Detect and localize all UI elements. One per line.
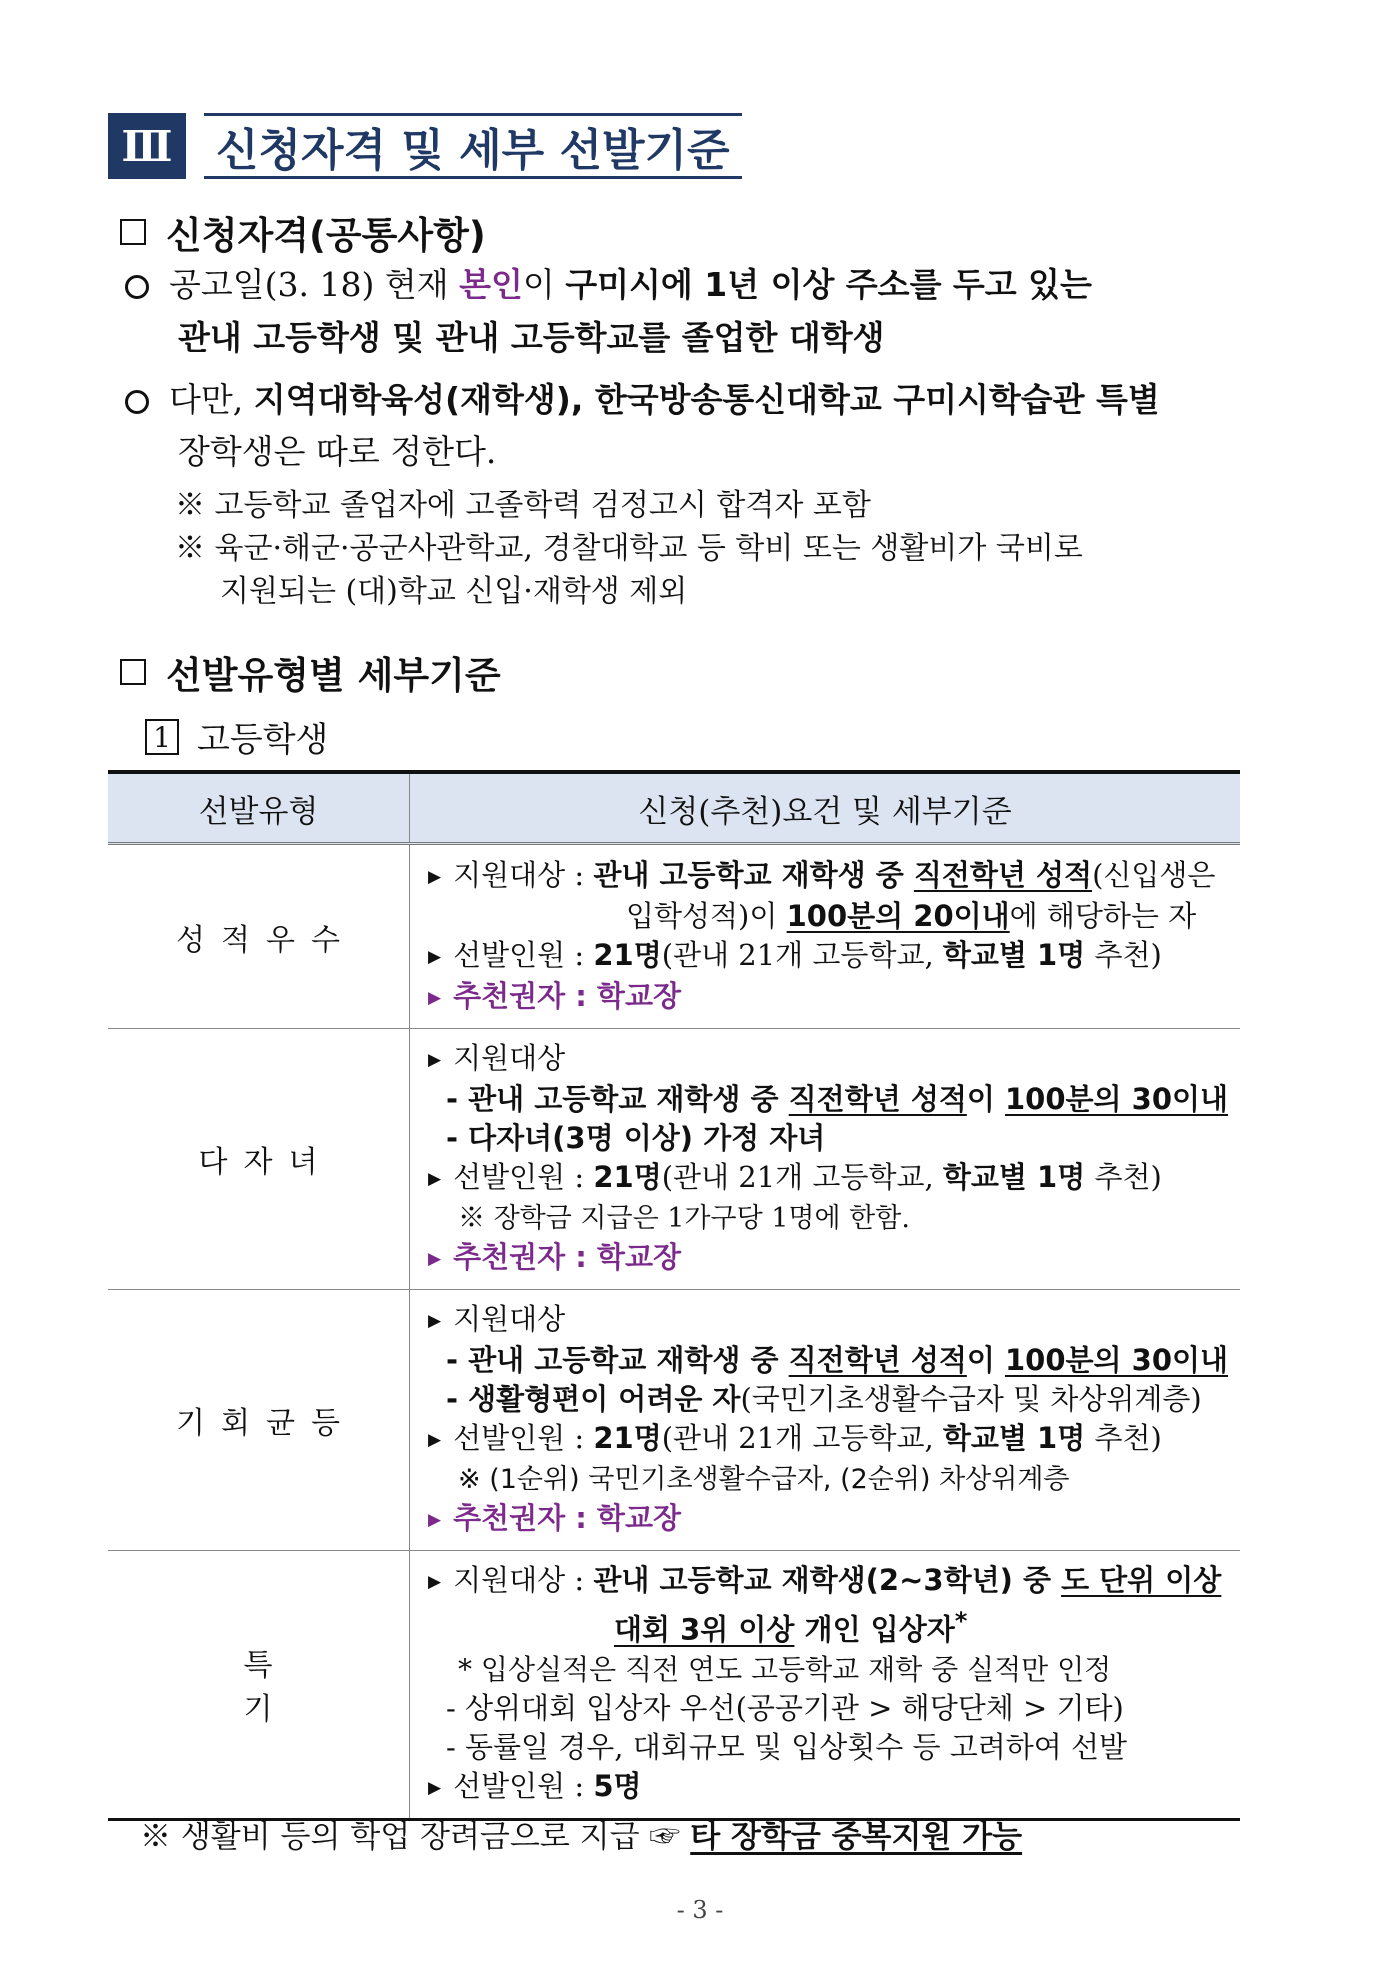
triangle-bullet-icon: ▶ — [428, 1777, 442, 1798]
section-title — [108, 113, 742, 179]
triangle-bullet-icon: ▶ — [428, 1249, 442, 1269]
page-number: - 3 - — [676, 1896, 724, 1924]
pointing-hand-icon: ☞ — [649, 1819, 681, 1855]
table-row-special — [108, 1551, 1240, 1820]
section-number-badge: Ⅲ — [108, 113, 186, 179]
triangle-bullet-icon: ▶ — [428, 1050, 442, 1070]
eligibility-note-2-line1: ※ 육군·해군·공군사관학교, 경찰대학교 등 학비 또는 생활비가 국비로 — [175, 531, 1083, 566]
eligibility-item-1-line2: 관내 고등학생 및 관내 고등학교를 졸업한 대학생 — [178, 318, 885, 357]
section-title-text: 신청자격 및 세부 선발기준 — [204, 113, 742, 179]
criteria-heading — [120, 645, 501, 699]
category-multi-child: 다자녀 — [108, 1029, 410, 1290]
column-header-criteria: 신청(추천)요건 및 세부기준 — [410, 772, 1241, 844]
table-row-equal-opportunity — [108, 1290, 1240, 1551]
criteria-multi-child: ▶ 지원대상 - 관내 고등학교 재학생 중 직전학년 성적이 100분의 30이내 - 다자녀(3명 이상) 가정 자녀 ▶ 선발인원 : 21명(관내 21개 고등학교, 학교별 1명 추천) ※ 장학금 지급은 1가구당 1명에 한함. ▶ 추천권자 : 학교장 — [410, 1029, 1241, 1290]
triangle-bullet-icon: ▶ — [428, 1169, 442, 1189]
triangle-bullet-icon: ▶ — [428, 1572, 442, 1592]
eligibility-item-1: 공고일(3. 18) 현재 본인이 구미시에 1년 이상 주소를 두고 있는 — [125, 265, 1092, 305]
triangle-bullet-icon: ▶ — [428, 866, 442, 887]
category-special: 특기 — [108, 1551, 410, 1820]
triangle-bullet-icon: ▶ — [428, 987, 442, 1008]
square-bullet-icon — [120, 219, 146, 245]
circle-bullet-icon — [125, 390, 149, 414]
criteria-table — [108, 770, 1240, 1821]
sub-heading-label: 고등학생 — [197, 720, 329, 760]
eligibility-note-1: ※ 고등학교 졸업자에 고졸학력 검정고시 합격자 포함 — [175, 488, 871, 523]
footer-note: ※ 생활비 등의 학업 장려금으로 지급 ☞ 타 장학금 중복지원 가능 — [140, 1819, 1023, 1855]
triangle-bullet-icon: ▶ — [428, 1510, 442, 1530]
eligibility-item-2-line2: 장학생은 따로 정한다. — [178, 432, 497, 471]
criteria-heading-text: 선발유형별 세부기준 — [166, 654, 501, 697]
sub-number-box: 1 — [145, 719, 179, 755]
category-merit: 성적우수 — [108, 844, 410, 1029]
category-equal-opportunity: 기회균등 — [108, 1290, 410, 1551]
eligibility-heading-text: 신청자격(공통사항) — [166, 214, 486, 257]
triangle-bullet-icon: ▶ — [428, 1430, 442, 1450]
eligibility-note-2-line2: 지원되는 (대)학교 신입·재학생 제외 — [220, 574, 688, 609]
table-header-row — [108, 772, 1240, 844]
table-row-merit — [108, 844, 1240, 1029]
column-header-type: 선발유형 — [108, 772, 410, 844]
circle-bullet-icon — [125, 275, 149, 299]
eligibility-heading — [120, 205, 486, 259]
eligibility-item-2: 다만, 지역대학육성(재학생), 한국방송통신대학교 구미시학습관 특별 — [125, 380, 1160, 420]
criteria-equal-opportunity: ▶ 지원대상 - 관내 고등학교 재학생 중 직전학년 성적이 100분의 30이내 - 생활형편이 어려운 자(국민기초생활수급자 및 차상위계층) ▶ 선발인원 : 21명(관내 21개 고등학교, 학교별 1명 추천) ※ (1순위) 국민기초생활수급자, (2순위) 차상위계층 ▶ 추천권자 : 학교장 — [410, 1290, 1241, 1551]
criteria-special: ▶ 지원대상 : 관내 고등학교 재학생(2~3학년) 중 도 단위 이상 대회 3위 이상 개인 입상자* * 입상실적은 직전 연도 고등학교 재학 중 실적만 인정 - 상위대회 입상자 우선(공공기관 > 해당단체 > 기타) - 동률일 경우, 대회규모 및 입상횟수 등 고려하여 선발 ▶ 선발인원 : 5명 — [410, 1551, 1241, 1820]
triangle-bullet-icon: ▶ — [428, 946, 442, 967]
triangle-bullet-icon: ▶ — [428, 1311, 442, 1331]
criteria-merit: ▶ 지원대상 : 관내 고등학교 재학생 중 직전학년 성적(신입생은 입학성적)이 100분의 20이내에 해당하는 자 ▶ 선발인원 : 21명(관내 21개 고등학교, 학교별 1명 추천) ▶ 추천권자 : 학교장 — [410, 844, 1241, 1029]
table-row-multi-child — [108, 1029, 1240, 1290]
square-bullet-icon — [120, 659, 146, 685]
sub-heading-high-school — [145, 712, 328, 761]
